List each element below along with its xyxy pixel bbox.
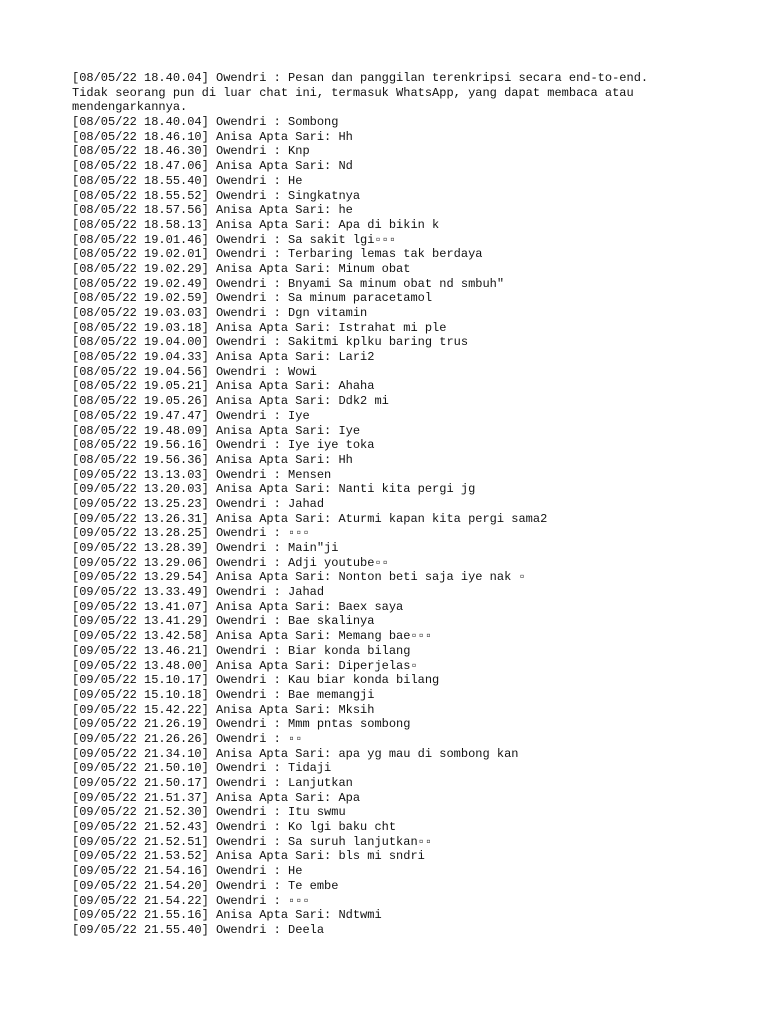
transcript-line: [09/05/22 13.42.58] Anisa Apta Sari: Memang bae▫▫▫ [72,629,433,644]
transcript-line: Tidak seorang pun di luar chat ini, termasuk WhatsApp, yang dapat membaca atau [72,85,634,100]
transcript-line: [09/05/22 21.51.37] Anisa Apta Sari: Apa [72,790,361,805]
transcript-line: [09/05/22 13.41.29] Owendri : Bae skalinya [72,614,375,629]
chat-transcript [72,71,712,938]
transcript-line: [08/05/22 19.02.49] Owendri : Bnyami Sa minum obat nd smbuh" [72,276,505,291]
transcript-line: [08/05/22 18.40.04] Owendri : Sombong [72,115,339,130]
transcript-line: [08/05/22 18.58.13] Anisa Apta Sari: Apa di bikin k [72,217,440,232]
transcript-line: [09/05/22 21.53.52] Anisa Apta Sari: bls mi sndri [72,849,425,864]
transcript-line: [09/05/22 21.50.17] Owendri : Lanjutkan [72,776,353,790]
transcript-line: [09/05/22 13.28.25] Owendri : ▫▫▫ [72,526,310,541]
transcript-line: [08/05/22 18.55.52] Owendri : Singkatnya [72,188,361,203]
transcript-line: [09/05/22 13.25.23] Owendri : Jahad [72,496,325,511]
transcript-line: [09/05/22 21.54.20] Owendri : Te embe [72,878,339,893]
transcript-line: [08/05/22 19.48.09] Anisa Apta Sari: Iye [72,423,361,438]
transcript-line: [08/05/22 18.55.40] Owendri : He [72,173,303,188]
transcript-line: [08/05/22 18.47.06] Anisa Apta Sari: Nd [72,159,353,174]
transcript-line: [08/05/22 19.03.03] Owendri : Dgn vitamin [72,306,368,320]
transcript-line: [09/05/22 13.33.49] Owendri : Jahad [72,585,325,600]
transcript-line: [08/05/22 19.02.01] Owendri : Terbaring lemas tak berdaya [72,247,483,262]
transcript-line: [09/05/22 13.41.07] Anisa Apta Sari: Baex saya [72,599,404,614]
transcript-line: [09/05/22 13.28.39] Owendri : Main"ji [72,541,339,555]
transcript-line: [08/05/22 19.05.26] Anisa Apta Sari: Ddk2 mi [72,394,389,409]
transcript-line: [09/05/22 13.20.03] Anisa Apta Sari: Nanti kita pergi jg [72,482,476,497]
transcript-line: [09/05/22 21.52.51] Owendri : Sa suruh lanjutkan▫▫ [72,834,433,849]
transcript-line: [08/05/22 18.46.30] Owendri : Knp [72,144,310,159]
transcript-line: [08/05/22 19.56.16] Owendri : Iye iye toka [72,438,375,453]
transcript-line: mendengarkannya. [72,100,188,115]
transcript-line: [08/05/22 19.04.56] Owendri : Wowi [72,364,317,379]
transcript-line: [08/05/22 19.03.18] Anisa Apta Sari: Istrahat mi ple [72,320,447,335]
transcript-line: [09/05/22 21.54.22] Owendri : ▫▫▫ [72,893,310,908]
transcript-line: [09/05/22 13.46.21] Owendri : Biar konda bilang [72,643,411,658]
transcript-line: [08/05/22 19.04.33] Anisa Apta Sari: Lari2 [72,350,375,365]
transcript-line: [08/05/22 19.02.59] Owendri : Sa minum paracetamol [72,291,433,306]
transcript-line: [08/05/22 18.46.10] Anisa Apta Sari: Hh [72,129,353,144]
transcript-line: [09/05/22 21.55.16] Anisa Apta Sari: Ndtwmi [72,908,382,923]
transcript-line: [09/05/22 21.54.16] Owendri : He [72,864,303,879]
transcript-line: [09/05/22 21.52.43] Owendri : Ko lgi baku cht [72,820,397,835]
transcript-line: [09/05/22 21.26.26] Owendri : ▫▫ [72,731,303,746]
transcript-line: [09/05/22 13.29.06] Owendri : Adji youtube▫▫ [72,555,389,570]
transcript-line: [09/05/22 13.48.00] Anisa Apta Sari: Diperjelas▫ [72,658,418,673]
transcript-line: [08/05/22 19.02.29] Anisa Apta Sari: Minum obat [72,261,411,276]
transcript-line: [09/05/22 13.29.54] Anisa Apta Sari: Nonton beti saja iye nak ▫ [72,570,526,585]
transcript-line: [09/05/22 21.55.40] Owendri : Deela [72,922,325,937]
transcript-line: [09/05/22 21.50.10] Owendri : Tidaji [72,761,332,776]
transcript-line: [08/05/22 19.47.47] Owendri : Iye [72,408,310,423]
transcript-line: [08/05/22 19.05.21] Anisa Apta Sari: Ahaha [72,379,375,394]
transcript-line: [08/05/22 18.57.56] Anisa Apta Sari: he [72,203,353,218]
transcript-line: [09/05/22 15.42.22] Anisa Apta Sari: Mksih [72,702,375,717]
transcript-line: [09/05/22 13.26.31] Anisa Apta Sari: Aturmi kapan kita pergi sama2 [72,511,548,526]
transcript-line: [09/05/22 21.26.19] Owendri : Mmm pntas sombong [72,717,411,732]
transcript-line: [09/05/22 21.34.10] Anisa Apta Sari: apa yg mau di sombong kan [72,746,519,761]
transcript-line: [09/05/22 13.13.03] Owendri : Mensen [72,467,332,482]
transcript-line: [08/05/22 19.56.36] Anisa Apta Sari: Hh [72,452,353,467]
transcript-line: [09/05/22 15.10.18] Owendri : Bae memangji [72,687,375,702]
transcript-line: [08/05/22 19.04.00] Owendri : Sakitmi kplku baring trus [72,335,469,350]
transcript-line: [09/05/22 15.10.17] Owendri : Kau biar konda bilang [72,673,440,688]
transcript-line: [08/05/22 19.01.46] Owendri : Sa sakit lgi▫▫▫ [72,232,397,247]
transcript-line: [09/05/22 21.52.30] Owendri : Itu swmu [72,805,346,820]
transcript-line: [08/05/22 18.40.04] Owendri : Pesan dan panggilan terenkripsi secara end-to-end. [72,71,649,85]
